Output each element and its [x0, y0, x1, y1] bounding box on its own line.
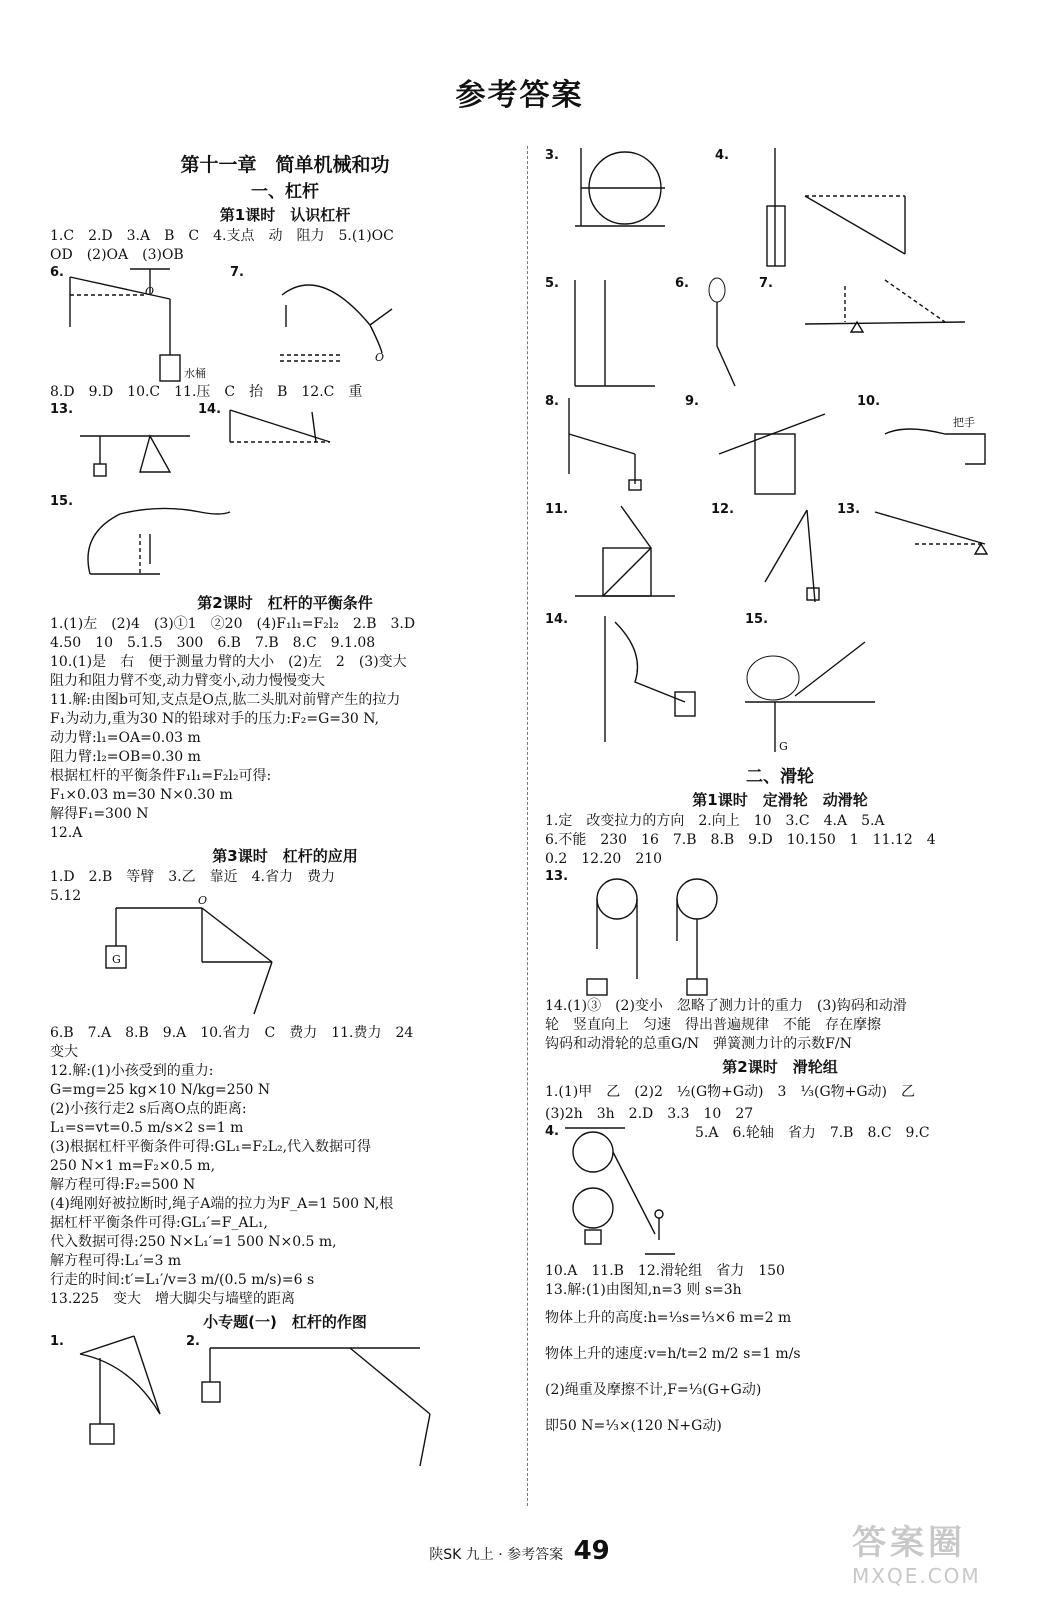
column-divider	[527, 146, 528, 1506]
answer-line: 即50 N=⅓×(120 N+G动)	[545, 1418, 722, 1434]
figure-number: 13.	[837, 502, 861, 517]
figure-group-5-7	[545, 276, 1015, 394]
pushup-diagram	[50, 494, 520, 590]
answer-line: 1.(1)左 (2)4 (3)①1 ②20 (4)F₁l₁=F₂l₂ 2.B 3.D	[50, 616, 416, 632]
figure-pulley-13	[545, 869, 1015, 997]
answer-line: 行走的时间:t′=L₁′/v=3 m/(0.5 m/s)=6 s	[50, 1272, 315, 1288]
figure-number: 15.	[745, 612, 769, 627]
figure-15	[50, 494, 520, 590]
answer-line: 轮 竖直向上 匀速 得出普遍规律 不能 存在摩擦	[545, 1017, 881, 1033]
answer-line: 阻力和阻力臂不变,动力臂变小,动力慢慢变大	[50, 673, 325, 689]
lesson-title-2: 第2课时 杠杆的平衡条件	[197, 594, 373, 612]
figure-group-13-14	[50, 402, 520, 494]
answer-line: 1.(1)甲 乙 (2)2 ½(G物+G动) 3 ⅓(G物+G动) 乙	[545, 1084, 916, 1100]
answer-line: (2)小孩行走2 s后离O点的距离:	[50, 1101, 247, 1117]
answer-line: 钩码和动滑轮的总重G/N 弹簧测力计的示数F/N	[545, 1036, 852, 1052]
watermark-logo	[852, 1515, 981, 1588]
answer-line: 12.A	[50, 825, 83, 841]
section-title-lever: 一、杠杆	[251, 182, 319, 202]
figure-pulley-group-4	[545, 1124, 1015, 1262]
answer-line: 0.2 12.20 210	[545, 851, 663, 867]
answer-line: 250 N×1 m=F₂×0.5 m,	[50, 1158, 216, 1174]
figure-group-3-4	[545, 146, 1015, 276]
figure-number: 14.	[198, 402, 222, 417]
weight-label: G	[779, 740, 788, 753]
left-column	[50, 146, 520, 1474]
figure-number: 6.	[50, 265, 64, 280]
weight-label: G	[112, 953, 121, 966]
lever-diagram	[545, 146, 1015, 276]
figure-number: 12.	[711, 502, 735, 517]
answer-line: 1.D 2.B 等臂 3.乙 靠近 4.省力 费力	[50, 869, 335, 885]
lever-diagram	[545, 394, 1015, 502]
figure-number: 4.	[545, 1124, 559, 1139]
footer-text: 陕SK 九上 · 参考答案	[429, 1547, 564, 1563]
figure-number: 5.	[545, 276, 559, 291]
answer-line: F₁为动力,重为30 N的铅球对手的压力:F₂=G=30 N,	[50, 711, 380, 727]
water-bucket-label: 水桶	[184, 367, 206, 380]
answer-line: (4)绳刚好被拉断时,绳子A端的拉力为F_A=1 500 N,根	[50, 1196, 394, 1212]
answer-line: 1.定 改变拉力的方向 2.向上 10 3.C 4.A 5.A	[545, 813, 885, 829]
answer-line: (2)绳重及摩擦不计,F=⅓(G+G动)	[545, 1382, 762, 1398]
handle-label: 把手	[953, 416, 975, 429]
answer-line: 阻力臂:l₂=OB=0.30 m	[50, 749, 201, 765]
figure-number: 1.	[50, 1334, 64, 1349]
answer-line: 13.解:(1)由图知,n=3 则 s=3h	[545, 1282, 742, 1298]
pulley-diagram	[545, 1124, 1015, 1262]
page-number: 49	[573, 1536, 610, 1566]
figure-number: 3.	[545, 148, 559, 163]
answer-line: 14.(1)③ (2)变小 忽略了测力计的重力 (3)钩码和动滑	[545, 998, 907, 1014]
lesson-title-1: 第1课时 认识杠杆	[219, 206, 351, 224]
answer-line: 5.12	[50, 888, 82, 904]
lever-diagram	[50, 265, 520, 383]
answer-line: 根据杠杆的平衡条件F₁l₁=F₂l₂可得:	[50, 768, 272, 784]
answer-line: 12.解:(1)小孩受到的重力:	[50, 1063, 214, 1079]
page-title: 参考答案	[455, 78, 584, 113]
answer-line: L₁=s=vt=0.5 m/s×2 s=1 m	[50, 1120, 244, 1136]
figure-number: 2.	[186, 1334, 200, 1349]
answer-line: 10.(1)是 右 便于测量力臂的大小 (2)左 2 (3)变大	[50, 654, 407, 670]
answer-line: 4.50 10 5.1.5 300 6.B 7.B 8.C 9.1.08	[50, 635, 376, 651]
figure-group-8-10	[545, 394, 1015, 502]
figure-group-14-15	[545, 612, 1015, 762]
figure-number: 15.	[50, 494, 74, 509]
figure-number: 9.	[685, 394, 699, 409]
answer-line: 8.D 9.D 10.C 11.压 C 抬 B 12.C 重	[50, 384, 363, 400]
answer-line: 解方程可得:F₂=500 N	[50, 1177, 196, 1193]
figure-group-11-13	[545, 502, 1015, 612]
watermark-text: 答案圈	[852, 1523, 966, 1563]
answer-line: 据杠杆平衡条件可得:GL₁′=F_AL₁,	[50, 1215, 268, 1231]
answer-line: F₁×0.03 m=30 N×0.30 m	[50, 787, 233, 803]
section-title-pulley: 二、滑轮	[746, 767, 814, 787]
answer-line: 13.225 变大 增大脚尖与墙壁的距离	[50, 1291, 295, 1307]
lever-diagram	[50, 1334, 520, 1474]
answer-line: (3)根据杠杆平衡条件可得:GL₁=F₂L₂,代入数据可得	[50, 1139, 372, 1155]
figure-number: 13.	[545, 869, 569, 884]
answer-line: 5.A 6.轮轴 省力 7.B 8.C 9.C	[695, 1125, 930, 1141]
lever-diagram	[50, 402, 520, 494]
figure-number: 7.	[230, 265, 244, 280]
answer-line: 变大	[50, 1044, 78, 1060]
figure-number: 14.	[545, 612, 569, 627]
figure-number: 11.	[545, 502, 569, 517]
figure-special-1-2	[50, 1334, 520, 1474]
answer-line: (3)2h 3h 2.D 3.3 10 27	[545, 1106, 754, 1122]
watermark-url: MXQE.COM	[852, 1564, 981, 1588]
figure-number: 10.	[857, 394, 881, 409]
figure-number: 7.	[759, 276, 773, 291]
answer-line: 6.不能 230 16 7.B 8.B 9.D 10.150 1 11.12 4	[545, 832, 936, 848]
answer-line: 代入数据可得:250 N×L₁′=1 500 N×0.5 m,	[50, 1234, 337, 1250]
special-topic-title: 小专题(一) 杠杆的作图	[203, 1313, 367, 1331]
answer-line: 10.A 11.B 12.滑轮组 省力 150	[545, 1263, 785, 1279]
figure-number: 8.	[545, 394, 559, 409]
pulley-lesson-title-1: 第1课时 定滑轮 动滑轮	[692, 791, 868, 809]
figure-lesson3-5: G O	[50, 906, 520, 1024]
lever-diagram	[545, 276, 1015, 394]
figure-group-6-7: 6. 7. O O 水桶	[50, 265, 520, 383]
right-column	[545, 146, 1015, 1444]
lever-diagram	[545, 502, 1015, 612]
answer-line: OD (2)OA (3)OB	[50, 247, 184, 263]
answer-line: 动力臂:l₁=OA=0.03 m	[50, 730, 201, 746]
answer-line: 1.C 2.D 3.A B C 4.支点 动 阻力 5.(1)OC	[50, 228, 394, 244]
answer-line: G=mg=25 kg×10 N/kg=250 N	[50, 1082, 271, 1098]
answer-line: 物体上升的速度:v=h/t=2 m/2 s=1 m/s	[545, 1346, 801, 1362]
answer-line: 解方程可得:L₁′=3 m	[50, 1253, 182, 1269]
answer-line: 物体上升的高度:h=⅓s=⅓×6 m=2 m	[545, 1310, 792, 1326]
answer-line: 11.解:由图b可知,支点是O点,肱二头肌对前臂产生的拉力	[50, 692, 401, 708]
figure-number: 4.	[715, 148, 729, 163]
figure-number: 6.	[675, 276, 689, 291]
answer-line: 6.B 7.A 8.B 9.A 10.省力 C 费力 11.费力 24	[50, 1025, 414, 1041]
pulley-lesson-title-2: 第2课时 滑轮组	[722, 1058, 838, 1076]
figure-number: 13.	[50, 402, 74, 417]
pulley-diagram	[545, 869, 1015, 997]
chapter-title: 第十一章 简单机械和功	[180, 154, 390, 176]
lesson-title-3: 第3课时 杠杆的应用	[212, 847, 358, 865]
answer-line: 解得F₁=300 N	[50, 806, 149, 822]
